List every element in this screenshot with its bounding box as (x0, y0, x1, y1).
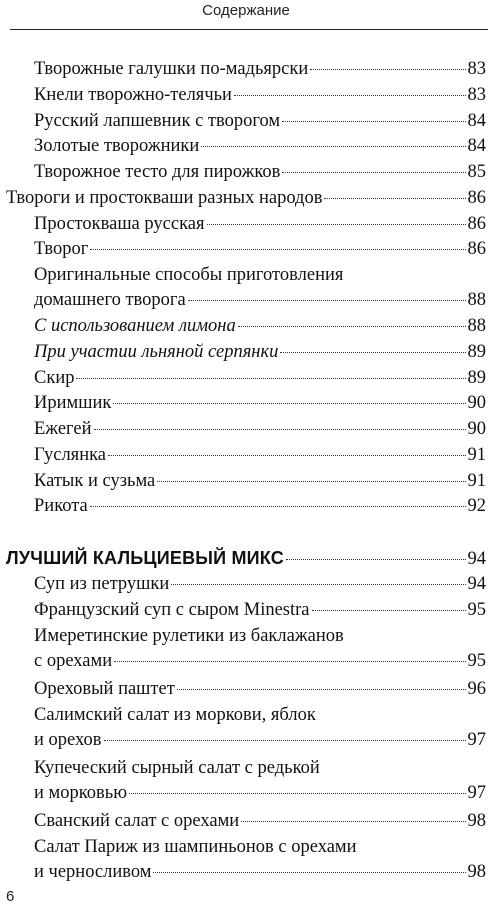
dot-leader (241, 821, 465, 822)
toc-entry-page: 86 (467, 214, 486, 234)
toc-entry-title: и морковью (34, 783, 128, 803)
toc-entry-title-line1: Оригинальные способы приготовления (34, 265, 344, 285)
dot-leader (94, 429, 466, 430)
dot-leader (188, 300, 466, 301)
toc-entry[interactable] (34, 443, 486, 468)
toc-entry[interactable] (34, 83, 486, 108)
running-header: Содержание (202, 2, 290, 19)
toc-entry-title: Суп из петрушки (34, 574, 170, 594)
toc-entry-page: 94 (467, 574, 486, 594)
dot-leader (90, 249, 465, 250)
dot-leader (177, 689, 466, 690)
dot-leader (129, 793, 465, 794)
toc-entry-page: 94 (467, 549, 486, 569)
dot-leader (157, 481, 465, 482)
toc-entry-page: 85 (467, 162, 486, 182)
toc-entry[interactable] (34, 160, 486, 185)
toc-entry-title-line1: Салимский салат из моркови, яблок (34, 705, 316, 725)
toc-entry-page: 98 (467, 811, 486, 831)
toc-entry-title: Сванский салат с орехами (34, 811, 240, 831)
dot-leader (238, 326, 466, 327)
toc-entry[interactable] (34, 677, 486, 702)
dot-leader (310, 69, 465, 70)
toc-entry[interactable] (34, 756, 486, 806)
toc-entry-title: Катык и сузьма (34, 471, 156, 491)
toc-entry-title: Иримшик (34, 393, 112, 413)
toc-entry-title: Ореховый паштет (34, 679, 175, 699)
toc-entry[interactable] (34, 237, 486, 262)
toc-entry-title: Творожное тесто для пирожков (34, 162, 281, 182)
toc-entry[interactable] (34, 263, 486, 313)
toc-entry[interactable] (34, 494, 486, 519)
toc-entry-page: 88 (467, 316, 486, 336)
toc-entry[interactable] (34, 624, 486, 674)
toc-entry-page: 86 (467, 188, 486, 208)
dot-leader (324, 198, 465, 199)
toc-entry[interactable] (34, 212, 486, 237)
toc-entry-page: 83 (467, 59, 486, 79)
toc-entry-page: 92 (467, 496, 486, 516)
toc-entry[interactable] (34, 134, 486, 159)
toc-entry[interactable] (34, 417, 486, 442)
toc-entry-title: Французский суп с сыром Minestra (34, 600, 310, 620)
toc-entry-page: 83 (467, 85, 486, 105)
toc-entry-title: Творог (34, 239, 89, 259)
toc-entry-title: и черносливом (34, 862, 152, 882)
toc-entry-page: 91 (467, 471, 486, 491)
toc-entry-page: 95 (467, 651, 486, 671)
dot-leader (286, 559, 466, 560)
dot-leader (171, 584, 465, 585)
dot-leader (114, 661, 465, 662)
toc-entry-page: 84 (467, 136, 486, 156)
toc-entry-title: Твороги и простокваши разных народов (6, 188, 323, 208)
dot-leader (282, 121, 465, 122)
toc-entry-title: Ежегей (34, 419, 92, 439)
toc-entry-page: 88 (467, 290, 486, 310)
toc-entry-page: 90 (467, 393, 486, 413)
toc-entry[interactable] (34, 809, 486, 834)
toc-entry-title: Рикота (34, 496, 88, 516)
toc-entry-title: Русский лапшевник с творогом (34, 111, 281, 131)
toc-entry-title: При участии льняной серпянки (34, 342, 279, 362)
toc-entry-title-line1: Имеретинские рулетики из баклажанов (34, 626, 344, 646)
toc-entry[interactable] (34, 703, 486, 753)
dot-leader (104, 740, 466, 741)
toc-entry-title: С использованием лимона (34, 316, 236, 336)
toc-entry-title: и орехов (34, 730, 102, 750)
toc-entry-page: 89 (467, 342, 486, 362)
dot-leader (312, 610, 466, 611)
toc-entry[interactable] (34, 835, 486, 885)
toc-entry[interactable] (34, 109, 486, 134)
toc-entry[interactable] (34, 391, 486, 416)
toc-chapter-entry[interactable] (6, 546, 486, 571)
toc-section-entry[interactable] (6, 186, 486, 211)
toc-entry[interactable] (34, 57, 486, 82)
dot-leader (201, 146, 465, 147)
toc-entry[interactable] (34, 366, 486, 391)
toc-entry-title: Творожные галушки по-мадьярски (34, 59, 309, 79)
toc-entry-page: 86 (467, 239, 486, 259)
toc-entry-page: 90 (467, 419, 486, 439)
dot-leader (280, 352, 465, 353)
toc-entry-page: 98 (467, 862, 486, 882)
toc-entry-title: с орехами (34, 651, 113, 671)
dot-leader (207, 224, 466, 225)
toc-entry-title: ЛУЧШИЙ КАЛЬЦИЕВЫЙ МИКС (6, 548, 284, 568)
toc-entry[interactable] (34, 572, 486, 597)
toc-entry[interactable] (34, 340, 486, 365)
toc-entry-title: Гуслянка (34, 445, 107, 465)
dot-leader (76, 378, 465, 379)
dot-leader (90, 506, 466, 507)
toc-entry-page: 91 (467, 445, 486, 465)
toc-entry-page: 97 (467, 730, 486, 750)
toc-entry-title: Скир (34, 368, 75, 388)
toc-entry[interactable] (34, 598, 486, 623)
toc-entry-page: 97 (467, 783, 486, 803)
toc-entry[interactable] (34, 469, 486, 494)
dot-leader (113, 403, 465, 404)
toc-entry-page: 89 (467, 368, 486, 388)
toc-entry-page: 84 (467, 111, 486, 131)
toc-entry-title: Золотые творожники (34, 136, 200, 156)
dot-leader (234, 95, 466, 96)
toc-entry[interactable] (34, 314, 486, 339)
toc-entry-page: 96 (467, 679, 486, 699)
page-number: 6 (6, 888, 15, 905)
toc-entry-title: Простокваша русская (34, 214, 205, 234)
toc-entry-title: Кнели творожно-телячьи (34, 85, 232, 105)
toc-entry-title: домашнего творога (34, 290, 186, 310)
dot-leader (153, 872, 465, 873)
toc-entry-title-line1: Салат Париж из шампиньонов с орехами (34, 837, 357, 857)
dot-leader (282, 172, 465, 173)
toc-entry-page: 95 (467, 600, 486, 620)
toc-entry-title-line1: Купеческий сырный салат с редькой (34, 758, 320, 778)
dot-leader (108, 455, 465, 456)
